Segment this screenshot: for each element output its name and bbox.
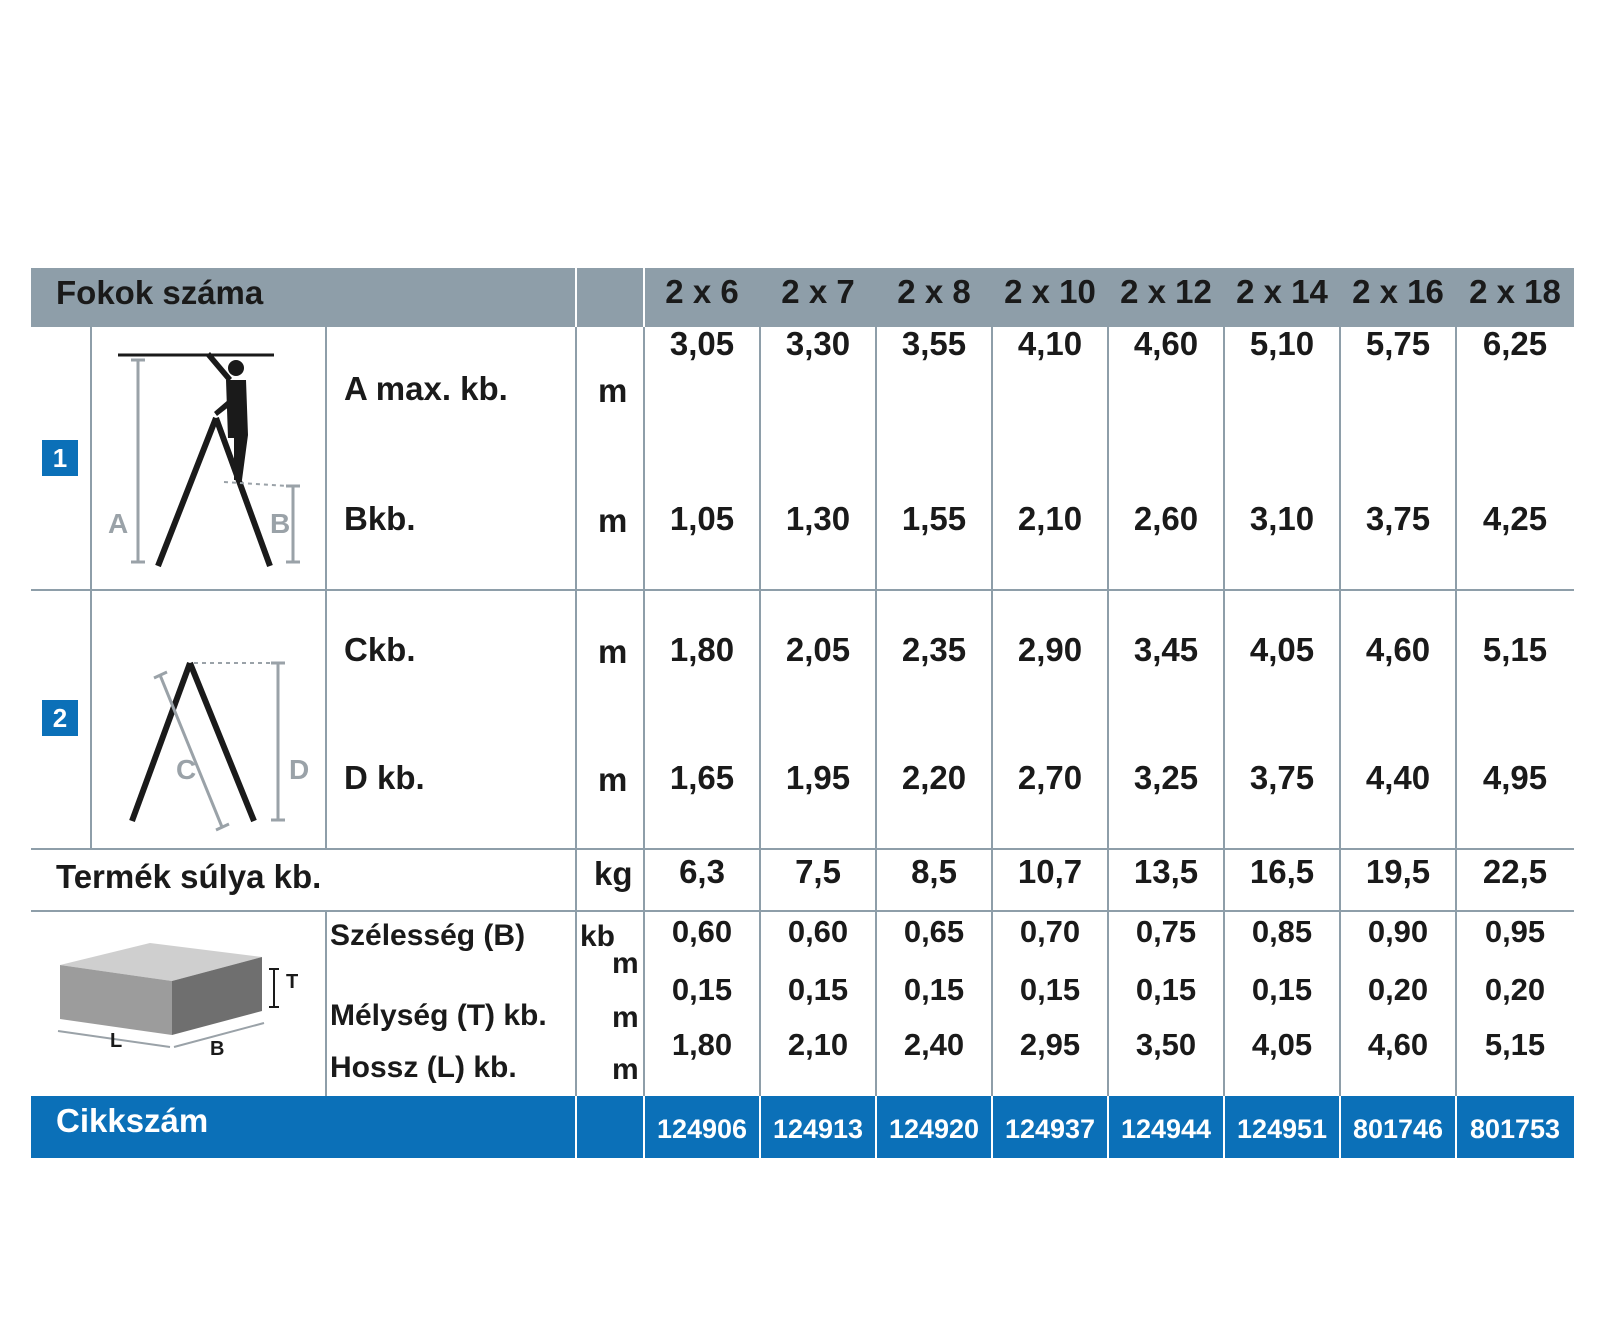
value-cell: 4,10 <box>1017 325 1083 362</box>
diagram-label-c: C <box>176 754 197 785</box>
value-cell: 4,60 <box>1365 631 1431 668</box>
header-column: 2 x 12 <box>1120 273 1212 310</box>
article-number: 124913 <box>772 1114 864 1144</box>
section-badge-2: 2 <box>42 700 78 736</box>
value-cell: 3,10 <box>1249 500 1315 537</box>
diagram-label-d: D <box>289 754 310 785</box>
value-cell: 0,20 <box>1367 972 1429 1007</box>
row-unit: kg <box>594 855 633 892</box>
value-cell: 3,75 <box>1365 500 1431 537</box>
value-cell: 0,15 <box>787 972 849 1007</box>
header-column: 2 x 16 <box>1352 273 1444 310</box>
article-number: 124951 <box>1236 1114 1328 1144</box>
value-cell: 1,55 <box>901 500 967 537</box>
value-cell: 0,20 <box>1484 972 1546 1007</box>
value-cell: 2,05 <box>785 631 851 668</box>
value-cell: 10,7 <box>1017 853 1083 890</box>
value-cell: 22,5 <box>1482 853 1548 890</box>
row-label-a-max: A max. kb. <box>344 370 508 407</box>
value-cell: 4,60 <box>1133 325 1199 362</box>
value-cell: 2,10 <box>1017 500 1083 537</box>
value-cell: 0,15 <box>903 972 965 1007</box>
value-cell: 0,90 <box>1367 914 1429 949</box>
header-column: 2 x 7 <box>781 273 855 310</box>
package-box-diagram <box>50 935 320 1055</box>
row-label-width: Szélesség (B) <box>330 919 526 952</box>
row-unit: m <box>612 1001 639 1034</box>
value-cell: 4,05 <box>1249 631 1315 668</box>
value-cell: 3,45 <box>1133 631 1199 668</box>
value-cell: 19,5 <box>1365 853 1431 890</box>
value-cell: 3,55 <box>901 325 967 362</box>
value-cell: 2,70 <box>1017 759 1083 796</box>
header-column: 2 x 10 <box>1004 273 1096 310</box>
footer-title: Cikkszám <box>56 1102 209 1139</box>
row-unit: m <box>598 372 628 409</box>
value-cell: 3,25 <box>1133 759 1199 796</box>
value-cell: 0,65 <box>903 914 965 949</box>
row-unit: m <box>612 947 639 980</box>
row-label-c: Ckb. <box>344 631 416 668</box>
value-cell: 6,25 <box>1482 325 1548 362</box>
article-number: 124937 <box>1004 1114 1096 1144</box>
value-cell: 0,70 <box>1019 914 1081 949</box>
value-cell: 16,5 <box>1249 853 1315 890</box>
value-cell: 1,05 <box>669 500 735 537</box>
row-unit: m <box>612 1053 639 1086</box>
ladder-standing-diagram <box>96 340 321 580</box>
value-cell: 1,80 <box>669 631 735 668</box>
article-number: 124944 <box>1120 1114 1212 1144</box>
value-cell: 7,5 <box>795 853 841 890</box>
header-title: Fokok száma <box>56 274 264 311</box>
value-cell: 0,60 <box>671 914 733 949</box>
value-cell: 1,95 <box>785 759 851 796</box>
article-number: 124920 <box>888 1114 980 1144</box>
diagram-label-a: A <box>108 508 129 539</box>
value-cell: 0,15 <box>1251 972 1313 1007</box>
article-number: 124906 <box>656 1114 748 1144</box>
section-badge-1: 1 <box>42 440 78 476</box>
value-cell: 0,15 <box>1135 972 1197 1007</box>
value-cell: 2,95 <box>1019 1027 1081 1062</box>
value-cell: 1,80 <box>671 1027 733 1062</box>
diagram-label-l: L <box>110 1030 123 1052</box>
row-label-weight: Termék súlya kb. <box>56 858 322 895</box>
header-column: 2 x 18 <box>1469 273 1561 310</box>
value-cell: 5,15 <box>1484 1027 1546 1062</box>
value-cell: 3,50 <box>1135 1027 1197 1062</box>
header-column: 2 x 8 <box>897 273 971 310</box>
header-column: 2 x 6 <box>665 273 739 310</box>
row-unit: m <box>598 633 628 670</box>
diagram-label-b: B <box>270 508 291 539</box>
value-cell: 2,40 <box>903 1027 965 1062</box>
value-cell: 1,65 <box>669 759 735 796</box>
value-cell: 4,05 <box>1251 1027 1313 1062</box>
value-cell: 0,85 <box>1251 914 1313 949</box>
value-cell: 3,30 <box>785 325 851 362</box>
value-cell: 5,10 <box>1249 325 1315 362</box>
row-unit: m <box>598 502 628 539</box>
unit-kb: kb <box>580 920 616 953</box>
value-cell: 3,05 <box>669 325 735 362</box>
ladder-dimension-diagram <box>110 645 320 840</box>
value-cell: 6,3 <box>679 853 725 890</box>
value-cell: 4,40 <box>1365 759 1431 796</box>
value-cell: 8,5 <box>911 853 957 890</box>
value-cell: 2,35 <box>901 631 967 668</box>
value-cell: 0,15 <box>1019 972 1081 1007</box>
row-unit: m <box>598 761 628 798</box>
diagram-label-b-box: B <box>210 1038 225 1060</box>
value-cell: 4,25 <box>1482 500 1548 537</box>
value-cell: 3,75 <box>1249 759 1315 796</box>
value-cell: 2,90 <box>1017 631 1083 668</box>
value-cell: 0,60 <box>787 914 849 949</box>
value-cell: 4,60 <box>1367 1027 1429 1062</box>
value-cell: 0,75 <box>1135 914 1197 949</box>
value-cell: 2,10 <box>787 1027 849 1062</box>
article-number: 801746 <box>1352 1114 1444 1144</box>
row-label-b: Bkb. <box>344 500 416 537</box>
value-cell: 2,20 <box>901 759 967 796</box>
diagram-label-t: T <box>286 971 299 993</box>
article-number: 801753 <box>1469 1114 1561 1144</box>
value-cell: 1,30 <box>785 500 851 537</box>
row-label-length: Hossz (L) kb. <box>330 1051 517 1084</box>
value-cell: 4,95 <box>1482 759 1548 796</box>
row-label-d: D kb. <box>344 759 425 796</box>
value-cell: 5,15 <box>1482 631 1548 668</box>
value-cell: 13,5 <box>1133 853 1199 890</box>
value-cell: 0,15 <box>671 972 733 1007</box>
header-column: 2 x 14 <box>1236 273 1328 310</box>
row-label-depth: Mélység (T) kb. <box>330 999 547 1032</box>
value-cell: 5,75 <box>1365 325 1431 362</box>
value-cell: 2,60 <box>1133 500 1199 537</box>
value-cell: 0,95 <box>1484 914 1546 949</box>
